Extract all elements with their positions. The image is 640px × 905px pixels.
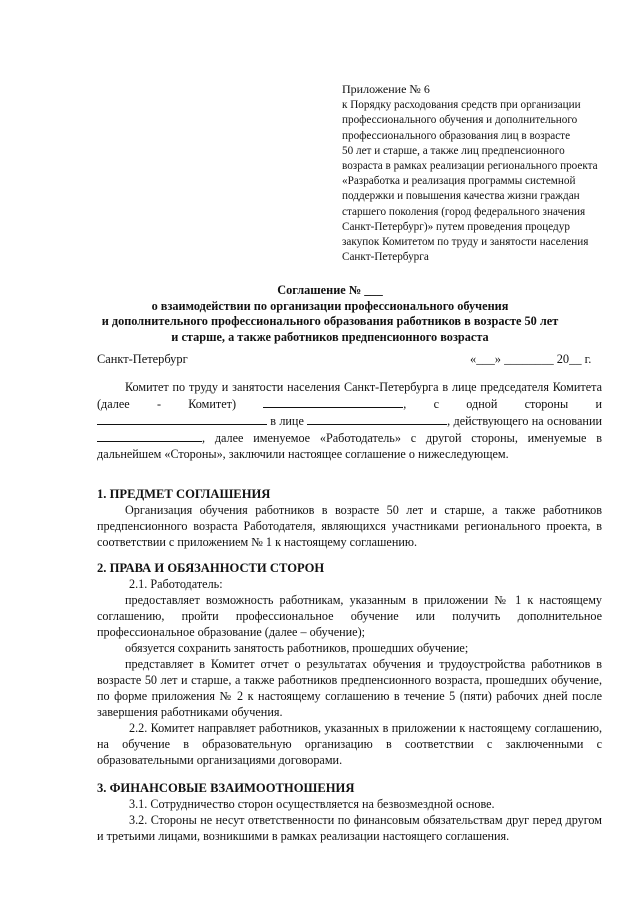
- employer-duty-1: предоставляет возможность работникам, указанным в приложении № 1 к настоящему соглашению, пройти профессиональное обучение или получить дополнительное профессиональное образование (далее – обучение);: [97, 593, 602, 639]
- section1-text: Организация обучения работников в возрасте 50 лет и старше, а также работников предпенсионного возраста Работодателя, являющихся участниками регионального проекта, в соответствии с приложением № 1 к настоящему соглашению.: [97, 503, 602, 549]
- appendix-line: к Порядку расходования средств при организации: [342, 99, 581, 112]
- clause-3-2: 3.2. Стороны не несут ответственности по финансовым обязательствам друг перед другом и третьими лицами, возникшими в рамках реализации настоящего соглашения.: [97, 813, 602, 843]
- clause-2-1: 2.1. Работодатель:: [129, 577, 223, 591]
- appendix-line: Санкт-Петербурга: [342, 251, 429, 264]
- employer-duty-2: обязуется сохранить занятость работников, прошедших обучение;: [125, 641, 469, 655]
- preamble-text: , далее именуемое «Работодатель» с другой стороны, именуемые в дальнейшем «Стороны», заключили настоящее соглашение о нижеследующем.: [97, 430, 602, 461]
- appendix-line: профессионального обучения и дополнительного: [342, 114, 578, 127]
- appendix-line: поддержки и повышения качества жизни граждан: [342, 190, 580, 203]
- title-line: и старше, а также работников предпенсионного возраста: [171, 329, 489, 344]
- section-heading: 1. ПРЕДМЕТ СОГЛАШЕНИЯ: [97, 487, 271, 501]
- clause-3-1: 3.1. Сотрудничество сторон осуществляется на безвозмездной основе.: [129, 797, 495, 811]
- preamble-text: в лице: [267, 413, 308, 428]
- city-label: Санкт-Петербург: [97, 352, 188, 366]
- appendix-line: профессионального образования лиц в возрасте: [342, 129, 571, 142]
- appendix-block: [342, 82, 624, 265]
- preamble-text: , действующего на основании: [447, 413, 602, 428]
- appendix-line: 50 лет и старше, а также лиц предпенсионного: [342, 144, 565, 157]
- agreement-title: [70, 283, 590, 345]
- section-heading: 2. ПРАВА И ОБЯЗАННОСТИ СТОРОН: [97, 561, 325, 575]
- blank-line: [97, 413, 267, 425]
- blank-line: [97, 430, 202, 442]
- title-line: о взаимодействии по организации профессионального обучения: [151, 298, 509, 313]
- title-line: и дополнительного профессионального образования работников в возрасте 50 лет: [101, 314, 559, 329]
- section-heading: 3. ФИНАНСОВЫЕ ВЗАИМООТНОШЕНИЯ: [97, 781, 355, 795]
- title-line: Соглашение № ___: [277, 283, 383, 297]
- preamble-text: , с одной стороны и: [403, 396, 602, 411]
- preamble-text: Комитет по труду и занятости населения Санкт-Петербурга в лице председателя Комитета (далее - Комитет): [97, 380, 602, 411]
- appendix-number: Приложение № 6: [342, 82, 430, 96]
- clause-2-2: 2.2. Комитет направляет работников, указанных в приложении к настоящему соглашению, на обучение в образовательную организацию в соответствии с заключенными с образовательными организациями договорами.: [97, 721, 602, 767]
- appendix-line: «Разработка и реализация программы системной: [342, 175, 576, 188]
- preamble-paragraph: [97, 380, 602, 463]
- blank-line: [307, 413, 447, 425]
- appendix-line: возраста в рамках реализации регионального проекта: [342, 160, 598, 173]
- appendix-line: старшего поколения (город федерального значения: [342, 205, 586, 218]
- appendix-line: Санкт-Петербург)» путем проведения процедур: [342, 220, 570, 233]
- employer-duty-3: представляет в Комитет отчет о результатах обучения и трудоустройства работников в возрасте 50 лет и старше, а также работников предпенсионного возраста, прошедших обучение, по форме приложения № 2 к настоящему соглашению в течение 5 (пяти) рабочих дней после завершения работниками обучения.: [97, 657, 602, 719]
- date-field: «___» ________ 20__ г.: [470, 352, 592, 366]
- blank-line: [263, 396, 403, 408]
- appendix-line: закупок Комитетом по труду и занятости населения: [342, 236, 589, 249]
